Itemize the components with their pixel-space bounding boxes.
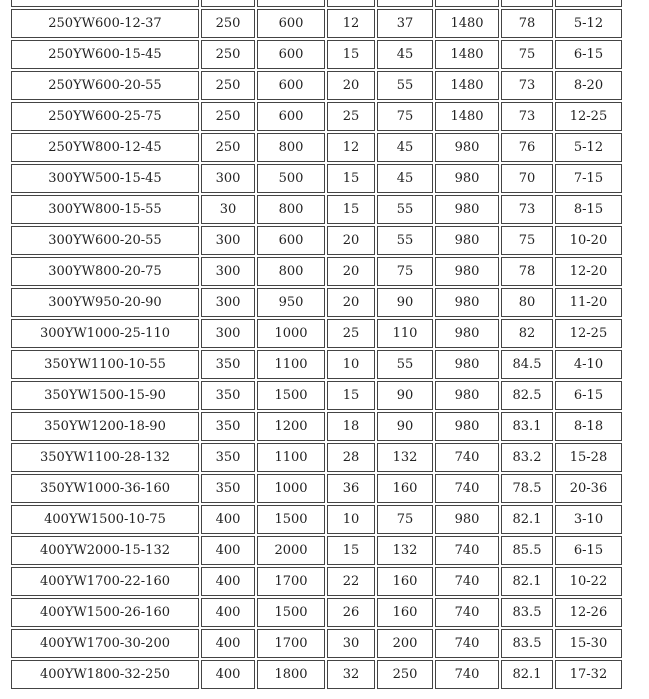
table-cell-model: 350YW1000-36-160 — [11, 474, 199, 503]
table-cell-speed: 740 — [435, 474, 499, 503]
table-cell-power: 55 — [377, 350, 433, 379]
table-cell-speed: 1480 — [435, 102, 499, 131]
table-cell-model: 300YW800-20-75 — [11, 257, 199, 286]
table-cell-flow: 500 — [257, 164, 325, 193]
table-cell-speed: 1480 — [435, 71, 499, 100]
table-cell-power: 45 — [377, 133, 433, 162]
table-cell-model: 250YW600-25-75 — [11, 102, 199, 131]
table-cell — [501, 0, 553, 7]
table-cell-flow: 1100 — [257, 443, 325, 472]
table-cell-speed: 1480 — [435, 9, 499, 38]
table-row — [11, 133, 622, 162]
table-row — [11, 102, 622, 131]
table-cell-head-range: 3-10 — [555, 505, 622, 534]
table-cell-head: 15 — [327, 40, 375, 69]
table-cell-power: 45 — [377, 164, 433, 193]
table-cell-efficiency: 82.1 — [501, 505, 553, 534]
table-cell-head: 20 — [327, 288, 375, 317]
table-cell-flow: 800 — [257, 257, 325, 286]
table-cell-flow: 1500 — [257, 598, 325, 627]
table-cell-head: 20 — [327, 71, 375, 100]
table-cell — [201, 0, 255, 7]
table-cell-head: 25 — [327, 102, 375, 131]
table-row-cut-off — [11, 0, 622, 7]
table-cell-power: 75 — [377, 505, 433, 534]
table-cell-power: 55 — [377, 226, 433, 255]
table-cell-head: 30 — [327, 629, 375, 658]
table-cell-power: 132 — [377, 443, 433, 472]
table-cell-flow: 600 — [257, 102, 325, 131]
table-cell-head-range: 6-15 — [555, 536, 622, 565]
table-cell-speed: 740 — [435, 660, 499, 689]
table-cell-diameter: 30 — [201, 195, 255, 224]
table-cell-flow: 1000 — [257, 474, 325, 503]
table-cell — [257, 0, 325, 7]
table-cell-efficiency: 83.2 — [501, 443, 553, 472]
table-cell-power: 160 — [377, 598, 433, 627]
table-cell-speed: 740 — [435, 598, 499, 627]
table-row — [11, 257, 622, 286]
table-row — [11, 536, 622, 565]
table-cell-diameter: 300 — [201, 164, 255, 193]
table-cell-head-range: 12-25 — [555, 102, 622, 131]
table-row — [11, 660, 622, 689]
table-cell-efficiency: 82.5 — [501, 381, 553, 410]
table-cell-model: 250YW600-20-55 — [11, 71, 199, 100]
pump-spec-table-body — [11, 0, 622, 689]
table-cell-head-range: 6-15 — [555, 40, 622, 69]
table-cell-flow: 1700 — [257, 567, 325, 596]
table-cell-power: 132 — [377, 536, 433, 565]
table-cell-flow: 1500 — [257, 505, 325, 534]
table-cell-diameter: 250 — [201, 133, 255, 162]
table-cell-head-range: 15-30 — [555, 629, 622, 658]
table-cell-efficiency: 78 — [501, 257, 553, 286]
table-cell-power: 110 — [377, 319, 433, 348]
table-row — [11, 40, 622, 69]
table-cell-power: 90 — [377, 381, 433, 410]
table-cell-head-range: 6-15 — [555, 381, 622, 410]
table-cell-power: 45 — [377, 40, 433, 69]
table-cell — [11, 0, 199, 7]
table-cell-head: 12 — [327, 9, 375, 38]
table-cell-diameter: 350 — [201, 443, 255, 472]
table-cell-power: 75 — [377, 257, 433, 286]
table-cell-diameter: 350 — [201, 350, 255, 379]
table-cell-speed: 980 — [435, 257, 499, 286]
table-cell-power: 55 — [377, 195, 433, 224]
table-cell-diameter: 350 — [201, 381, 255, 410]
table-cell-diameter: 300 — [201, 257, 255, 286]
table-row — [11, 164, 622, 193]
table-row — [11, 443, 622, 472]
table-row — [11, 567, 622, 596]
table-cell-model: 250YW600-12-37 — [11, 9, 199, 38]
table-cell-speed: 980 — [435, 226, 499, 255]
table-cell-efficiency: 73 — [501, 71, 553, 100]
table-cell-head: 15 — [327, 536, 375, 565]
table-cell-efficiency: 82 — [501, 319, 553, 348]
table-cell-speed: 980 — [435, 350, 499, 379]
table-cell-efficiency: 83.5 — [501, 598, 553, 627]
table-cell-speed: 980 — [435, 133, 499, 162]
table-cell-efficiency: 75 — [501, 226, 553, 255]
table-cell — [327, 0, 375, 7]
table-cell-head: 22 — [327, 567, 375, 596]
table-cell-power: 90 — [377, 412, 433, 441]
table-row — [11, 598, 622, 627]
table-row — [11, 474, 622, 503]
table-cell-model: 350YW1500-15-90 — [11, 381, 199, 410]
table-cell-head-range: 10-22 — [555, 567, 622, 596]
table-cell-speed: 980 — [435, 319, 499, 348]
table-cell-flow: 1000 — [257, 319, 325, 348]
table-cell-flow: 600 — [257, 9, 325, 38]
table-cell-speed: 980 — [435, 195, 499, 224]
table-cell-head: 18 — [327, 412, 375, 441]
table-cell-model: 400YW1700-30-200 — [11, 629, 199, 658]
table-cell-flow: 1700 — [257, 629, 325, 658]
table-cell-efficiency: 84.5 — [501, 350, 553, 379]
table-cell-flow: 2000 — [257, 536, 325, 565]
table-cell-model: 300YW500-15-45 — [11, 164, 199, 193]
table-cell-head-range: 20-36 — [555, 474, 622, 503]
table-row — [11, 9, 622, 38]
table-cell-speed: 980 — [435, 381, 499, 410]
table-cell-model: 400YW1500-10-75 — [11, 505, 199, 534]
table-cell-diameter: 400 — [201, 660, 255, 689]
table-cell — [435, 0, 499, 7]
table-cell-model: 300YW800-15-55 — [11, 195, 199, 224]
table-cell-efficiency: 73 — [501, 195, 553, 224]
table-row — [11, 350, 622, 379]
table-cell-diameter: 300 — [201, 319, 255, 348]
table-cell-model: 250YW600-15-45 — [11, 40, 199, 69]
table-cell-head-range: 12-20 — [555, 257, 622, 286]
table-cell-head: 12 — [327, 133, 375, 162]
table-cell-flow: 600 — [257, 40, 325, 69]
pump-spec-table — [9, 0, 624, 691]
table-cell-head-range: 4-10 — [555, 350, 622, 379]
table-cell-speed: 740 — [435, 443, 499, 472]
table-cell-power: 75 — [377, 102, 433, 131]
table-cell-diameter: 250 — [201, 40, 255, 69]
table-row — [11, 319, 622, 348]
table-cell-efficiency: 78 — [501, 9, 553, 38]
table-cell — [555, 0, 622, 7]
table-cell-head-range: 12-25 — [555, 319, 622, 348]
table-cell-flow: 1500 — [257, 381, 325, 410]
table-cell-head: 32 — [327, 660, 375, 689]
table-cell-power: 55 — [377, 71, 433, 100]
table-cell-head-range: 8-20 — [555, 71, 622, 100]
table-cell-flow: 1100 — [257, 350, 325, 379]
table-cell-power: 37 — [377, 9, 433, 38]
table-cell-head-range: 7-15 — [555, 164, 622, 193]
table-cell-speed: 980 — [435, 164, 499, 193]
table-cell-efficiency: 73 — [501, 102, 553, 131]
table-cell-diameter: 400 — [201, 629, 255, 658]
table-cell-model: 400YW1500-26-160 — [11, 598, 199, 627]
table-cell-efficiency: 75 — [501, 40, 553, 69]
table-cell-head: 10 — [327, 505, 375, 534]
table-cell-flow: 1800 — [257, 660, 325, 689]
table-cell-diameter: 400 — [201, 536, 255, 565]
table-cell-model: 250YW800-12-45 — [11, 133, 199, 162]
table-cell-efficiency: 82.1 — [501, 567, 553, 596]
table-cell-power: 200 — [377, 629, 433, 658]
table-cell-power: 90 — [377, 288, 433, 317]
table-cell-head-range: 17-32 — [555, 660, 622, 689]
table-cell-speed: 980 — [435, 288, 499, 317]
table-cell-head: 15 — [327, 164, 375, 193]
table-cell-head-range: 15-28 — [555, 443, 622, 472]
table-cell-diameter: 400 — [201, 505, 255, 534]
table-cell-model: 300YW600-20-55 — [11, 226, 199, 255]
table-cell-flow: 800 — [257, 195, 325, 224]
table-cell-efficiency: 70 — [501, 164, 553, 193]
table-cell-head: 26 — [327, 598, 375, 627]
table-row — [11, 381, 622, 410]
table-cell-flow: 800 — [257, 133, 325, 162]
table-cell-speed: 740 — [435, 567, 499, 596]
table-cell-speed: 980 — [435, 505, 499, 534]
table-cell-speed: 1480 — [435, 40, 499, 69]
table-cell-model: 350YW1100-10-55 — [11, 350, 199, 379]
table-cell-flow: 600 — [257, 71, 325, 100]
table-cell-model: 400YW2000-15-132 — [11, 536, 199, 565]
table-row — [11, 71, 622, 100]
table-cell-speed: 980 — [435, 412, 499, 441]
table-cell — [377, 0, 433, 7]
table-cell-diameter: 400 — [201, 598, 255, 627]
table-cell-head: 36 — [327, 474, 375, 503]
table-cell-head-range: 10-20 — [555, 226, 622, 255]
table-cell-head: 15 — [327, 381, 375, 410]
table-cell-model: 300YW950-20-90 — [11, 288, 199, 317]
table-cell-speed: 740 — [435, 629, 499, 658]
table-row — [11, 195, 622, 224]
table-cell-diameter: 250 — [201, 102, 255, 131]
table-cell-diameter: 300 — [201, 226, 255, 255]
table-cell-model: 350YW1200-18-90 — [11, 412, 199, 441]
table-cell-efficiency: 76 — [501, 133, 553, 162]
table-cell-flow: 950 — [257, 288, 325, 317]
table-cell-model: 300YW1000-25-110 — [11, 319, 199, 348]
table-cell-head-range: 5-12 — [555, 9, 622, 38]
table-cell-model: 400YW1800-32-250 — [11, 660, 199, 689]
table-cell-model: 400YW1700-22-160 — [11, 567, 199, 596]
table-cell-diameter: 300 — [201, 288, 255, 317]
table-cell-diameter: 400 — [201, 567, 255, 596]
table-cell-head-range: 11-20 — [555, 288, 622, 317]
table-cell-head-range: 5-12 — [555, 133, 622, 162]
table-cell-flow: 1200 — [257, 412, 325, 441]
table-cell-head: 10 — [327, 350, 375, 379]
table-cell-model: 350YW1100-28-132 — [11, 443, 199, 472]
table-cell-diameter: 250 — [201, 71, 255, 100]
table-cell-power: 160 — [377, 567, 433, 596]
table-cell-efficiency: 82.1 — [501, 660, 553, 689]
table-cell-head: 20 — [327, 226, 375, 255]
table-cell-speed: 740 — [435, 536, 499, 565]
table-cell-flow: 600 — [257, 226, 325, 255]
table-cell-efficiency: 80 — [501, 288, 553, 317]
table-cell-head: 28 — [327, 443, 375, 472]
table-cell-head-range: 12-26 — [555, 598, 622, 627]
table-cell-head: 20 — [327, 257, 375, 286]
table-cell-diameter: 250 — [201, 9, 255, 38]
table-cell-diameter: 350 — [201, 474, 255, 503]
table-cell-head: 15 — [327, 195, 375, 224]
table-row — [11, 412, 622, 441]
table-row — [11, 629, 622, 658]
table-cell-power: 160 — [377, 474, 433, 503]
table-row — [11, 226, 622, 255]
table-cell-efficiency: 78.5 — [501, 474, 553, 503]
table-row — [11, 288, 622, 317]
table-cell-efficiency: 85.5 — [501, 536, 553, 565]
table-cell-efficiency: 83.1 — [501, 412, 553, 441]
table-row — [11, 505, 622, 534]
table-cell-head-range: 8-18 — [555, 412, 622, 441]
table-cell-head-range: 8-15 — [555, 195, 622, 224]
table-cell-head: 25 — [327, 319, 375, 348]
table-cell-diameter: 350 — [201, 412, 255, 441]
table-cell-efficiency: 83.5 — [501, 629, 553, 658]
table-cell-power: 250 — [377, 660, 433, 689]
